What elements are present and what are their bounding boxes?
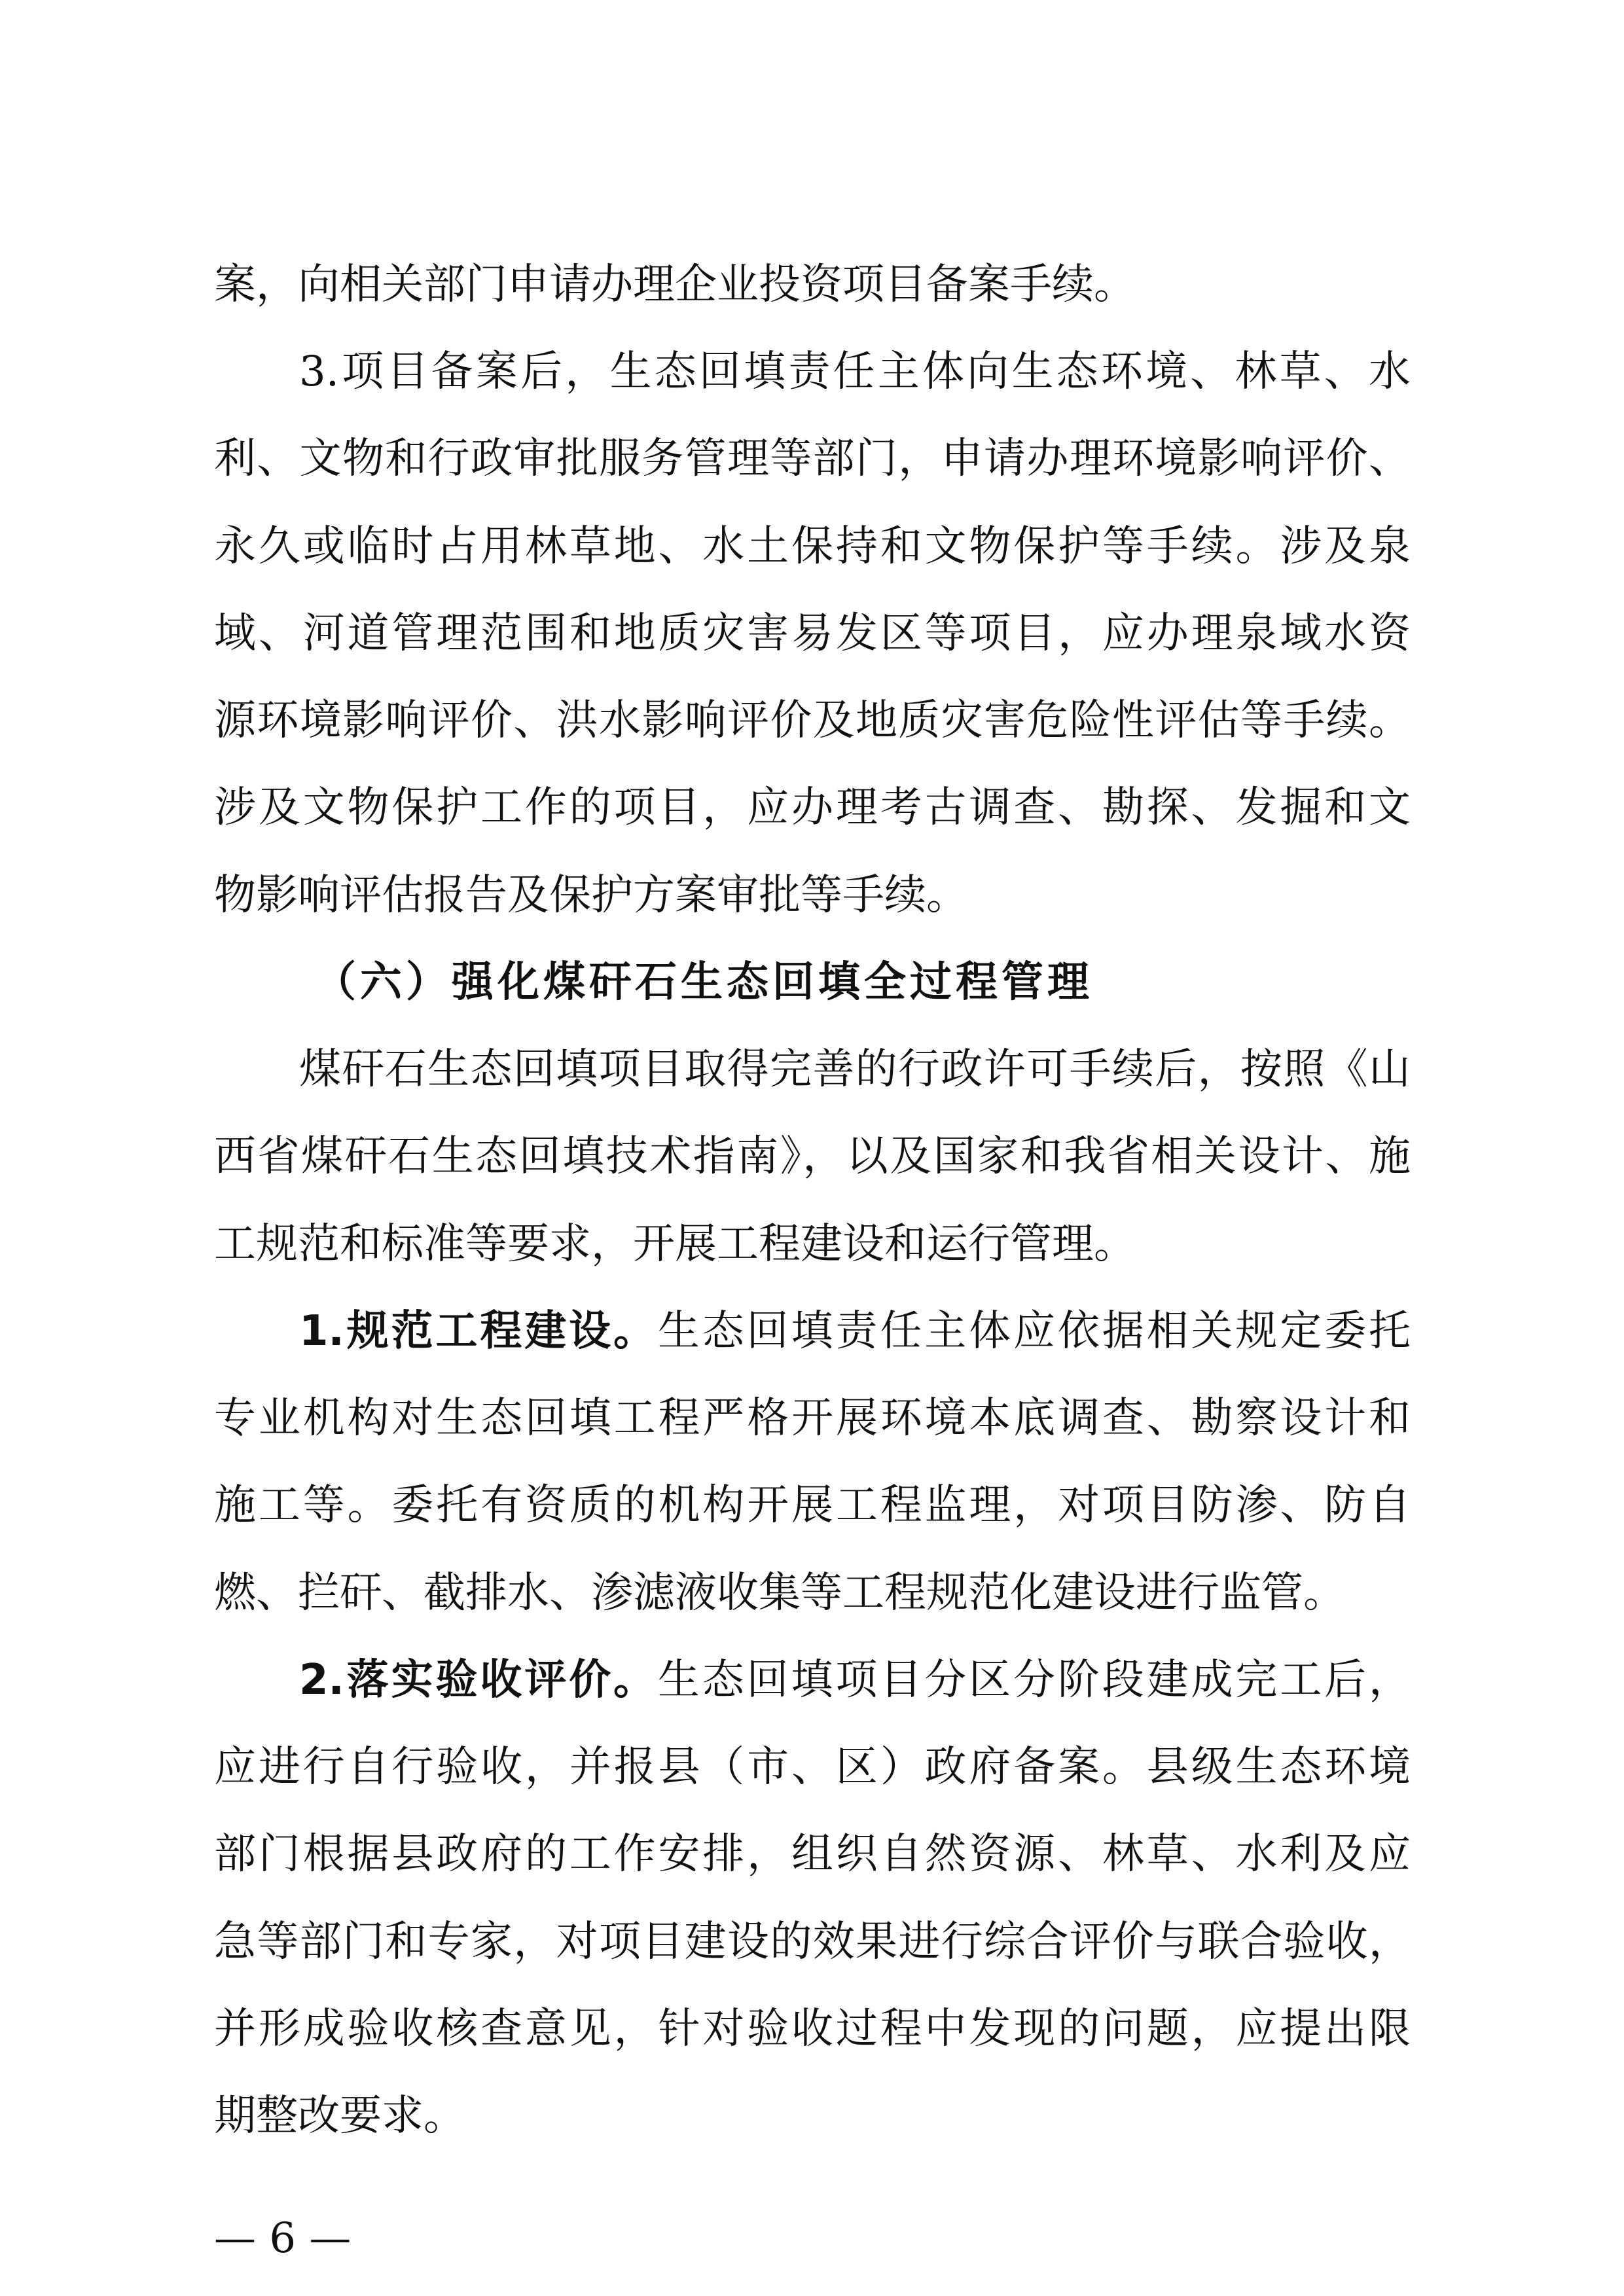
paragraph-line: 急等部门和专家，对项目建设的效果进行综合评价与联合验收， — [214, 1918, 1411, 1966]
paragraph-line: 燃、拦矸、截排水、渗滤液收集等工程规范化建设进行监管。 — [214, 1569, 1345, 1617]
item-title: 2.落实验收评价。 — [299, 1656, 658, 1704]
paragraph-line: 专业机构对生态回填工程严格开展环境本底调查、勘察设计和 — [214, 1394, 1411, 1443]
paragraph-line: 西省煤矸石生态回填技术指南》，以及国家和我省相关设计、施 — [214, 1132, 1411, 1181]
paragraph-line: 永久或临时占用林草地、水土保持和文物保护等手续。涉及泉 — [214, 522, 1411, 571]
paragraph-line: 工规范和标准等要求，开展工程建设和运行管理。 — [214, 1220, 1136, 1268]
paragraph-line: 案，向相关部门申请办理企业投资项目备案手续。 — [214, 260, 1136, 309]
paragraph-line: 应进行自行验收，并报县（市、区）政府备案。县级生态环境 — [214, 1743, 1411, 1791]
paragraph-line: 煤矸石生态回填项目取得完善的行政许可手续后，按照《山 — [299, 1045, 1411, 1094]
paragraph-line: 并形成验收核查意见，针对验收过程中发现的问题，应提出限 — [214, 2005, 1411, 2053]
paragraph-line: 物影响评估报告及保护方案审批等手续。 — [214, 871, 968, 920]
paragraph-line: 3.项目备案后，生态回填责任主体向生态环境、林草、水 — [299, 348, 1411, 396]
paragraph-line: 域、河道管理范围和地质灾害易发区等项目，应办理泉域水资 — [214, 609, 1411, 658]
paragraph-line — [299, 1305, 1411, 1357]
paragraph-line — [299, 1654, 1411, 1706]
section-heading: （六）强化煤矸石生态回填全过程管理 — [314, 958, 1093, 1007]
paragraph-line: 部门根据县政府的工作安排，组织自然资源、林草、水利及应 — [214, 1830, 1411, 1878]
item-text: 生态回填项目分区分阶段建成完工后， — [657, 1656, 1411, 1704]
item-title: 1.规范工程建设。 — [299, 1307, 658, 1355]
paragraph-line: 施工等。委托有资质的机构开展工程监理，对项目防渗、防自 — [214, 1481, 1411, 1530]
paragraph-line: 期整改要求。 — [214, 2092, 465, 2140]
paragraph-line: 利、文物和行政审批服务管理等部门，申请办理环境影响评价、 — [214, 435, 1411, 483]
paragraph-line: 涉及文物保护工作的项目，应办理考古调查、勘探、发掘和文 — [214, 783, 1411, 832]
page-number: — 6 — — [214, 2214, 352, 2263]
paragraph-line: 源环境影响评价、洪水影响评价及地质灾害危险性评估等手续。 — [214, 696, 1411, 745]
item-text: 生态回填责任主体应依据相关规定委托 — [657, 1307, 1411, 1355]
